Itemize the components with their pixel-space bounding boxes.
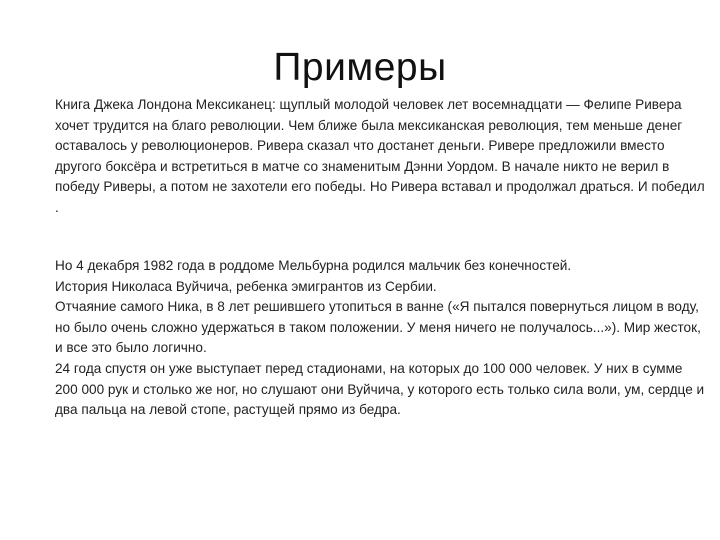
paragraph-line: 24 года спустя он уже выступает перед стадионами, на которых до 100 000 человек. У них в сумме 200 000 рук и столько же ног, но слушают они Вуйчича, у которого есть только сила воли, ум, сердце и два пальца на левой стопе, растущей прямо из бедра. [55, 360, 705, 418]
paragraph-line: История Николаса Вуйчича, ребенка эмигрантов из Сербии. [55, 278, 437, 294]
paragraph-line: Отчаяние самого Ника, в 8 лет решившего утопиться в ванне («Я пытался повернуться лицом в воду, но было очень сложно удержаться в таком положении. У меня ничего не получалось...»). Мир жесток, и все это было логично. [55, 299, 701, 356]
slide-title [0, 40, 720, 96]
paragraph-london-mexican: Книга Джека Лондона Мексиканец: щуплый молодой человек лет восемнадцати — Фелипе Ривера хочет трудится на благо революции. Чем ближе была мексиканская революция, тем меньше денег оставалось у революционеров. Ривера сказал что достанет деньги. Ривере предложили вместо другого боксёра и встретиться в матче со знаменитым Дэнни Уордом. В начале никто не верил в победу Риверы, а потом не захотели его победы. Но Ривера вставал и продолжал драться. И победил . [55, 97, 705, 215]
slide-title-text: Примеры [273, 46, 447, 89]
paragraph-line: Но 4 декабря 1982 года в роддоме Мельбурна родился мальчик без конечностей. [55, 258, 572, 273]
paragraph-vujicic [55, 256, 705, 421]
